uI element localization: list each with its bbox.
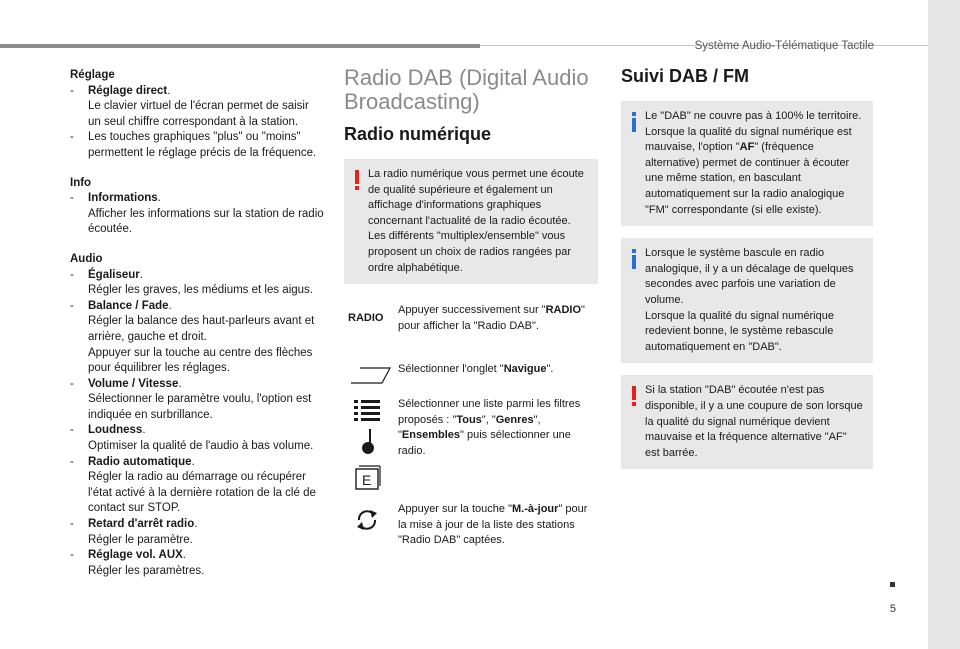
- text-part: Lorsque la qualité du signal numérique est mauvaise, l'option ": [645, 125, 852, 154]
- item-suffix: .: [139, 268, 143, 281]
- dash: -: [70, 424, 74, 437]
- list-icon: [354, 399, 380, 421]
- dash: -: [70, 377, 74, 390]
- section-heading-info: Info: [70, 176, 92, 189]
- side-strip: [928, 0, 960, 649]
- item-suffix: .: [191, 455, 195, 468]
- text-bold: AF: [739, 141, 755, 154]
- text-part: Appuyer successivement sur ": [398, 304, 546, 316]
- step-navigue: [344, 362, 600, 392]
- column-dab-fm: [621, 66, 873, 469]
- warning-note: [621, 375, 873, 469]
- info-icon: [627, 111, 641, 133]
- text-part: Le "DAB" ne couvre pas à 100% le territoire.: [645, 110, 862, 122]
- item-desc: Afficher les informations sur la station de radio écoutée.: [88, 207, 324, 236]
- item-suffix: .: [168, 299, 172, 312]
- section-heading-reglage: Réglage: [70, 69, 115, 81]
- svg-text:E: E: [362, 472, 372, 488]
- list-item: [70, 191, 324, 238]
- section-title: Suivi DAB / FM: [621, 66, 750, 86]
- text-part: Lorsque le système bascule en radio analogique, il y a un décalage de quelques secondes avec parfois une variation de volume.: [645, 247, 854, 306]
- column-settings: [70, 68, 324, 579]
- text-part: ", ": [481, 413, 496, 426]
- item-suffix: .: [182, 549, 186, 562]
- text-bold: Tous: [456, 413, 482, 426]
- text-part: ", ": [398, 413, 541, 442]
- text-bold: RADIO: [545, 304, 582, 316]
- list-item: [70, 130, 324, 161]
- item-suffix: .: [142, 424, 146, 437]
- text-bold: Ensembles: [401, 429, 460, 442]
- item-desc: Régler les graves, les médiums et les aigus.: [88, 284, 313, 297]
- column-radio-dab: [344, 66, 600, 284]
- step-text: [398, 362, 598, 378]
- section-heading-audio: Audio: [70, 252, 103, 265]
- ensemble-icon: [355, 465, 381, 491]
- dash: -: [70, 192, 74, 205]
- dash: -: [70, 518, 74, 531]
- header-rule: [0, 44, 480, 48]
- item-desc: Le clavier virtuel de l'écran permet de saisir un seul chiffre correspondant à la station.: [88, 100, 309, 128]
- page-number: 5: [889, 603, 896, 615]
- item-desc: Régler la balance des haut-parleurs avant et arrière, gauche et droit.: [88, 315, 315, 343]
- text-part: " puis sélectionner une radio.: [398, 429, 571, 457]
- text-part: Sélectionner une liste parmi les filtres proposés : ": [398, 398, 581, 426]
- item-label: Loudness: [88, 424, 143, 437]
- dash: -: [70, 455, 74, 468]
- item-desc: Régler les paramètres.: [88, 564, 205, 577]
- step-text: [398, 303, 598, 334]
- item-label: Réglage direct: [88, 84, 168, 97]
- info-text: [621, 101, 873, 226]
- text-bold: M.-à-jour: [511, 503, 559, 515]
- text-part: " pour la mise à jour de la liste des stations "Radio DAB" captées.: [398, 503, 588, 547]
- text-part: ".: [546, 363, 554, 375]
- info-note: [621, 238, 873, 363]
- section-title: Radio numérique: [344, 124, 492, 144]
- item-suffix: .: [167, 84, 171, 97]
- item-desc: Les touches graphiques "plus" ou "moins" permettent le réglage précis de la fréquence.: [88, 131, 317, 159]
- text-part: " pour afficher la "Radio DAB".: [398, 304, 585, 332]
- item-label: Balance / Fade: [88, 299, 169, 312]
- text-bold: Genres: [495, 413, 534, 426]
- info-text: [621, 238, 873, 363]
- dash: -: [70, 268, 74, 281]
- text-part: Appuyer sur la touche ": [398, 503, 512, 515]
- item-label: Réglage vol. AUX: [88, 549, 183, 562]
- header-title: Système Audio-Télématique Tactile: [694, 40, 874, 52]
- item-desc: Optimiser la qualité de l'audio à bas volume.: [88, 440, 314, 453]
- list-item: [70, 84, 324, 131]
- text-part: Lorsque la qualité du signal numérique redevient bonne, le système rebascule automatiquement en "DAB".: [645, 309, 834, 353]
- item-suffix: .: [194, 518, 198, 531]
- dash: -: [70, 84, 74, 97]
- item-suffix: .: [178, 377, 182, 390]
- step-update: [344, 502, 600, 552]
- end-of-section-mark: [890, 582, 895, 587]
- info-note: [621, 101, 873, 226]
- step-text: [398, 397, 598, 459]
- list-item: [70, 423, 324, 454]
- item-label: Radio automatique: [88, 455, 192, 468]
- item-desc-extra: Appuyer sur la touche au centre des flèches pour équilibrer les réglages.: [88, 346, 313, 375]
- item-label: Volume / Vitesse: [88, 377, 179, 390]
- warning-icon: [350, 169, 364, 191]
- step-radio: [344, 303, 600, 353]
- list-item: [70, 455, 324, 517]
- item-desc: Régler la radio au démarrage ou récupérer l'état activé à la dernière rotation de la clé de contact sur STOP.: [88, 471, 316, 515]
- list-item: [70, 377, 324, 424]
- genre-guitar-icon: [358, 429, 378, 457]
- step-text: [398, 502, 598, 549]
- item-label: Égaliseur: [88, 268, 140, 281]
- step-filters: [344, 397, 600, 493]
- warning-text: Si la station "DAB" écoutée n'est pas disponible, il y a une coupure de son lorsque la qualité du signal numérique devient mauvaise et la fréquence alternative "AF" est barrée.: [645, 384, 863, 459]
- list-item: [70, 517, 324, 548]
- warning-note: [344, 159, 598, 284]
- list-item: [70, 268, 324, 299]
- item-label: Informations: [88, 192, 158, 205]
- text-part: " (fréquence alternative) permet de continuer à écouter une même station, en basculant automatiquement sur la radio analogique "FM" correspondante (si elle existe).: [645, 141, 850, 216]
- dash: -: [70, 131, 74, 144]
- refresh-icon: [355, 508, 379, 532]
- radio-button-label: RADIO: [348, 312, 384, 324]
- warning-icon: [627, 385, 641, 407]
- list-item: [70, 548, 324, 579]
- tab-icon: [350, 366, 392, 384]
- text-part: Sélectionner l'onglet ": [398, 363, 504, 375]
- text-bold: Navigue: [503, 363, 547, 375]
- dash: -: [70, 299, 74, 312]
- page-title: Radio DAB (Digital Audio Broadcasting): [344, 65, 589, 114]
- dash: -: [70, 549, 74, 562]
- warning-text: La radio numérique vous permet une écoute de qualité supérieure et également un affichage d'informations graphiques concernant l'actualité de la radio écoutée. Les différents "multiplex/ensemble" vous proposent un choix de radios rangées par ordre alphabétique.: [368, 168, 584, 274]
- item-label: Retard d'arrêt radio: [88, 518, 195, 531]
- list-item: [70, 299, 324, 377]
- item-desc: Sélectionner le paramètre voulu, l'option est indiquée en surbrillance.: [88, 393, 312, 421]
- info-icon: [627, 248, 641, 270]
- item-desc: Régler le paramètre.: [88, 533, 193, 546]
- item-suffix: .: [157, 192, 161, 205]
